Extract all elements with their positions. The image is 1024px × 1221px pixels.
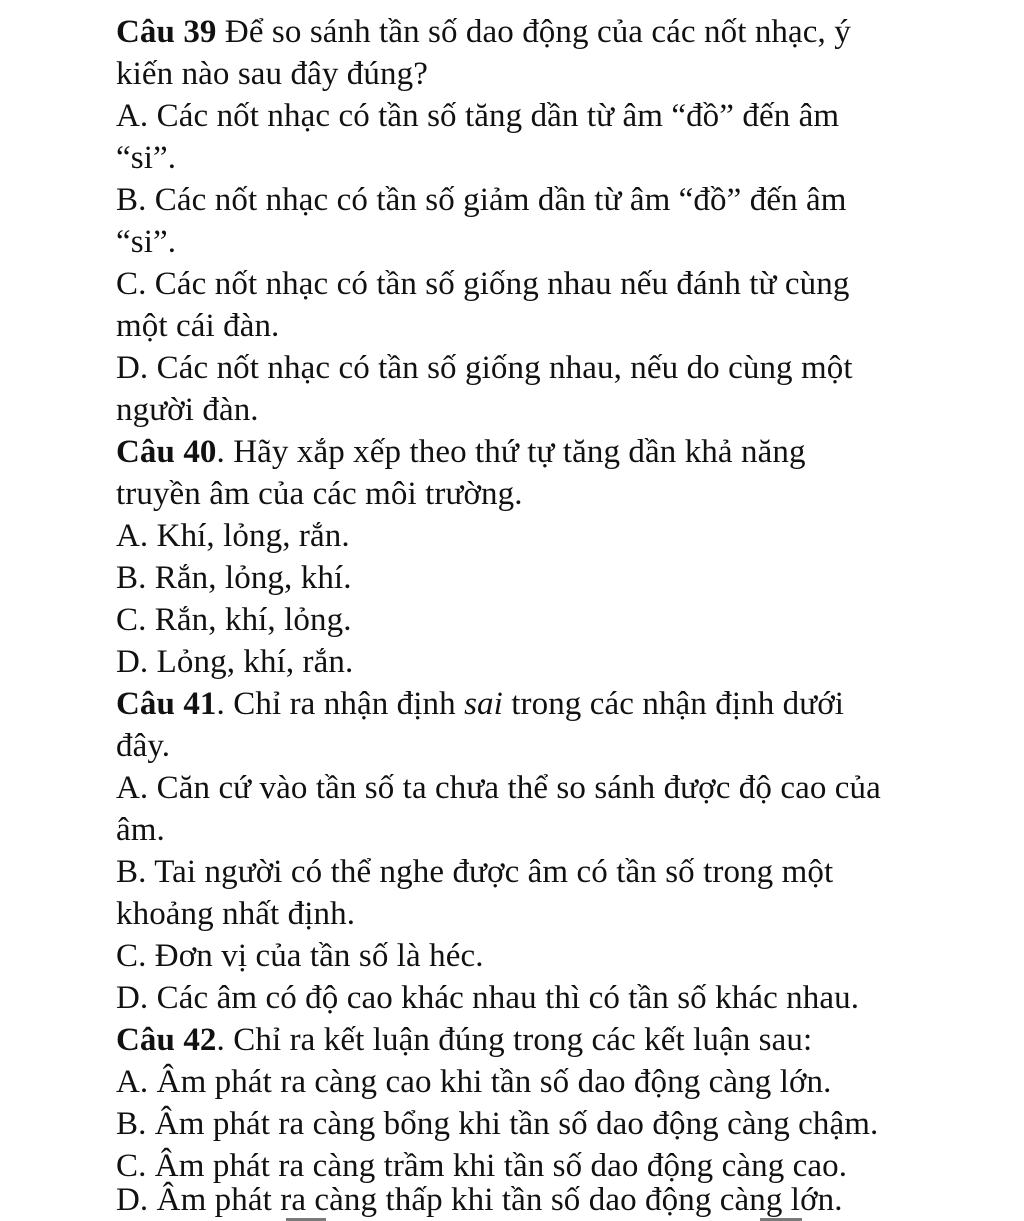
question-42-option-a: A. Âm phát ra càng cao khi tần số dao động càng lớn. [116, 1064, 832, 1100]
question-42-stem-text: . Chỉ ra kết luận đúng trong các kết luận sau: [216, 1022, 813, 1058]
question-39-option-a-cont: “si”. [116, 140, 177, 176]
question-40-stem-line-1 [116, 432, 806, 472]
question-41-option-b-cont: khoảng nhất định. [116, 896, 356, 932]
question-39-stem-text: Để so sánh tần số dao động của các nốt nhạc, ý [216, 14, 851, 50]
question-40-label: Câu 40 [116, 434, 217, 470]
question-39-option-d-cont: người đàn. [116, 392, 259, 428]
question-39-option-a: A. Các nốt nhạc có tần số tăng dần từ âm “đồ” đến âm [116, 98, 840, 134]
question-42-option-c: C. Âm phát ra càng trầm khi tần số dao động càng cao. [116, 1148, 848, 1184]
question-39-stem-line-2: kiến nào sau đây đúng? [116, 56, 428, 92]
question-39-option-b: B. Các nốt nhạc có tần số giảm dần từ âm “đồ” đến âm [116, 182, 847, 218]
question-42-label: Câu 42 [116, 1022, 217, 1058]
question-41-option-b: B. Tai người có thể nghe được âm có tần số trong một [116, 854, 834, 890]
question-40-stem-line-2: truyền âm của các môi trường. [116, 476, 523, 512]
question-39-stem-line-1 [116, 12, 851, 52]
question-40-stem-text: . Hãy xắp xếp theo thứ tự tăng dần khả năng [216, 434, 806, 470]
question-41-stem-text-b: trong các nhận định dưới [502, 686, 845, 722]
question-40-option-a: A. Khí, lỏng, rắn. [116, 518, 350, 554]
question-41-stem-text-a: . Chỉ ra nhận định [216, 686, 465, 722]
question-41-option-a-cont: âm. [116, 812, 165, 848]
question-42-stem-line-1 [116, 1020, 812, 1060]
question-41-option-a: A. Căn cứ vào tần số ta chưa thể so sánh được độ cao của [116, 770, 881, 806]
question-39-option-c-cont: một cái đàn. [116, 308, 280, 344]
question-40-option-d: D. Lỏng, khí, rắn. [116, 644, 354, 680]
question-42-option-d: D. Âm phát ra càng thấp khi tần số dao động càng lớn. [116, 1182, 843, 1218]
question-41-stem-emphasis: sai [464, 686, 503, 722]
question-39-label: Câu 39 [116, 14, 217, 50]
question-41-stem-line-2: đây. [116, 728, 171, 764]
question-40-option-b: B. Rắn, lỏng, khí. [116, 560, 352, 596]
question-42-option-b: B. Âm phát ra càng bổng khi tần số dao động càng chậm. [116, 1106, 879, 1142]
question-39-option-b-cont: “si”. [116, 224, 177, 260]
question-39-option-d: D. Các nốt nhạc có tần số giống nhau, nếu do cùng một [116, 350, 853, 386]
question-40-option-c: C. Rắn, khí, lỏng. [116, 602, 352, 638]
question-39-option-c: C. Các nốt nhạc có tần số giống nhau nếu đánh từ cùng [116, 266, 850, 302]
question-41-stem-line-1 [116, 684, 844, 724]
question-41-option-d: D. Các âm có độ cao khác nhau thì có tần số khác nhau. [116, 980, 860, 1016]
question-41-label: Câu 41 [116, 686, 217, 722]
question-41-option-c: C. Đơn vị của tần số là héc. [116, 938, 484, 974]
